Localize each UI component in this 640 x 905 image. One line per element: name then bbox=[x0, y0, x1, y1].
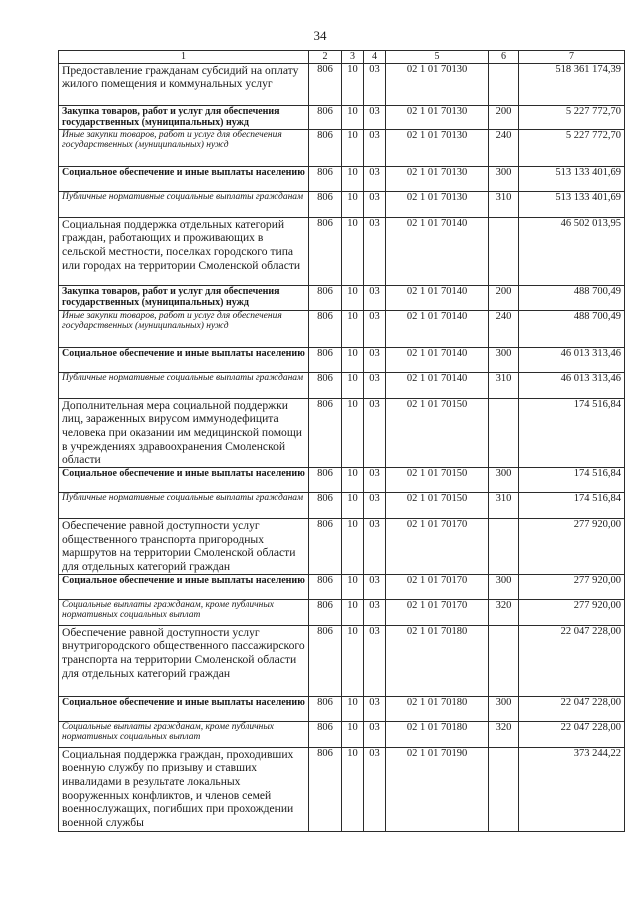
row-section-cell: 10 bbox=[342, 467, 364, 492]
row-target-article-cell: 02 1 01 70130 bbox=[386, 166, 489, 191]
row-code-cell: 806 bbox=[309, 518, 342, 574]
row-section-cell: 10 bbox=[342, 625, 364, 696]
row-section-cell: 10 bbox=[342, 518, 364, 574]
row-target-article-cell: 02 1 01 70140 bbox=[386, 372, 489, 398]
row-name-cell: Публичные нормативные социальные выплаты гражданам bbox=[59, 372, 309, 398]
table-row bbox=[59, 696, 625, 721]
row-expense-type-cell bbox=[489, 625, 519, 696]
table-row bbox=[59, 467, 625, 492]
row-target-article-cell: 02 1 01 70140 bbox=[386, 217, 489, 285]
row-expense-type-cell: 240 bbox=[489, 310, 519, 347]
row-subsection-cell: 03 bbox=[364, 347, 386, 372]
row-target-article-cell: 02 1 01 70170 bbox=[386, 599, 489, 625]
row-target-article-cell: 02 1 01 70170 bbox=[386, 574, 489, 599]
row-target-article-cell: 02 1 01 70140 bbox=[386, 285, 489, 310]
row-expense-type-cell: 320 bbox=[489, 721, 519, 747]
row-target-article-cell: 02 1 01 70190 bbox=[386, 747, 489, 831]
row-code-cell: 806 bbox=[309, 574, 342, 599]
row-subsection-cell: 03 bbox=[364, 372, 386, 398]
row-section-cell: 10 bbox=[342, 310, 364, 347]
row-code-cell: 806 bbox=[309, 467, 342, 492]
row-expense-type-cell: 310 bbox=[489, 191, 519, 217]
row-name-cell: Обеспечение равной доступности услуг общественного транспорта пригородных маршрутов на территории Смоленской области для отдельных категорий граждан bbox=[59, 518, 309, 574]
table-row bbox=[59, 217, 625, 285]
table-row bbox=[59, 574, 625, 599]
table-row bbox=[59, 129, 625, 166]
row-code-cell: 806 bbox=[309, 625, 342, 696]
row-code-cell: 806 bbox=[309, 398, 342, 467]
row-name-cell: Социальное обеспечение и иные выплаты населению bbox=[59, 347, 309, 372]
row-code-cell: 806 bbox=[309, 599, 342, 625]
table-row bbox=[59, 599, 625, 625]
row-target-article-cell: 02 1 01 70150 bbox=[386, 492, 489, 518]
row-subsection-cell: 03 bbox=[364, 696, 386, 721]
row-expense-type-cell bbox=[489, 747, 519, 831]
row-name-cell: Социальная поддержка отдельных категорий граждан, работающих и проживающих в сельской местности, поселках городского типа или городах на территории Смоленской области bbox=[59, 217, 309, 285]
row-code-cell: 806 bbox=[309, 721, 342, 747]
row-target-article-cell: 02 1 01 70170 bbox=[386, 518, 489, 574]
row-subsection-cell: 03 bbox=[364, 492, 386, 518]
row-section-cell: 10 bbox=[342, 721, 364, 747]
row-section-cell: 10 bbox=[342, 63, 364, 105]
row-target-article-cell: 02 1 01 70130 bbox=[386, 129, 489, 166]
row-name-cell: Дополнительная мера социальной поддержки лиц, зараженных вирусом иммунодефицита человека при оказании им медицинской помощи в учреждениях здравоохранения Смоленской области bbox=[59, 398, 309, 467]
page-number: 34 bbox=[313, 28, 327, 43]
row-section-cell: 10 bbox=[342, 347, 364, 372]
row-subsection-cell: 03 bbox=[364, 217, 386, 285]
row-subsection-cell: 03 bbox=[364, 105, 386, 129]
row-section-cell: 10 bbox=[342, 599, 364, 625]
table-row bbox=[59, 166, 625, 191]
row-subsection-cell: 03 bbox=[364, 599, 386, 625]
row-expense-type-cell: 240 bbox=[489, 129, 519, 166]
row-section-cell: 10 bbox=[342, 285, 364, 310]
row-section-cell: 10 bbox=[342, 191, 364, 217]
row-name-cell: Социальное обеспечение и иные выплаты населению bbox=[59, 696, 309, 721]
table-row bbox=[59, 105, 625, 129]
row-section-cell: 10 bbox=[342, 492, 364, 518]
row-subsection-cell: 03 bbox=[364, 574, 386, 599]
row-amount-cell: 277 920,00 bbox=[519, 574, 625, 599]
row-subsection-cell: 03 bbox=[364, 398, 386, 467]
row-section-cell: 10 bbox=[342, 217, 364, 285]
row-name-cell: Социальные выплаты гражданам, кроме публичных нормативных социальных выплат bbox=[59, 599, 309, 625]
row-target-article-cell: 02 1 01 70130 bbox=[386, 191, 489, 217]
row-code-cell: 806 bbox=[309, 492, 342, 518]
row-expense-type-cell: 310 bbox=[489, 492, 519, 518]
row-subsection-cell: 03 bbox=[364, 166, 386, 191]
row-amount-cell: 513 133 401,69 bbox=[519, 166, 625, 191]
column-header-section: 3 bbox=[342, 51, 364, 64]
column-header-amount: 7 bbox=[519, 51, 625, 64]
column-header-code: 2 bbox=[309, 51, 342, 64]
row-code-cell: 806 bbox=[309, 347, 342, 372]
row-target-article-cell: 02 1 01 70180 bbox=[386, 721, 489, 747]
row-code-cell: 806 bbox=[309, 696, 342, 721]
table-row bbox=[59, 518, 625, 574]
row-target-article-cell: 02 1 01 70150 bbox=[386, 467, 489, 492]
row-subsection-cell: 03 bbox=[364, 191, 386, 217]
table-row bbox=[59, 285, 625, 310]
row-expense-type-cell: 320 bbox=[489, 599, 519, 625]
row-section-cell: 10 bbox=[342, 696, 364, 721]
row-amount-cell: 46 502 013,95 bbox=[519, 217, 625, 285]
row-name-cell: Социальная поддержка граждан, проходивших военную службу по призыву и ставших инвалидами в результате локальных вооруженных конфликтов, и членов семей военнослужащих, погибших при прохождении военной службы bbox=[59, 747, 309, 831]
row-subsection-cell: 03 bbox=[364, 310, 386, 347]
column-header-subsection: 4 bbox=[364, 51, 386, 64]
row-expense-type-cell: 300 bbox=[489, 467, 519, 492]
table-row bbox=[59, 492, 625, 518]
row-amount-cell: 5 227 772,70 bbox=[519, 105, 625, 129]
row-expense-type-cell: 300 bbox=[489, 574, 519, 599]
column-header-expense-type: 6 bbox=[489, 51, 519, 64]
row-subsection-cell: 03 bbox=[364, 518, 386, 574]
row-amount-cell: 277 920,00 bbox=[519, 599, 625, 625]
row-expense-type-cell bbox=[489, 518, 519, 574]
row-amount-cell: 22 047 228,00 bbox=[519, 721, 625, 747]
row-amount-cell: 174 516,84 bbox=[519, 398, 625, 467]
row-amount-cell: 46 013 313,46 bbox=[519, 372, 625, 398]
row-name-cell: Социальное обеспечение и иные выплаты населению bbox=[59, 166, 309, 191]
table-row bbox=[59, 372, 625, 398]
row-name-cell: Социальное обеспечение и иные выплаты населению bbox=[59, 467, 309, 492]
row-section-cell: 10 bbox=[342, 372, 364, 398]
row-name-cell: Социальное обеспечение и иные выплаты населению bbox=[59, 574, 309, 599]
row-amount-cell: 373 244,22 bbox=[519, 747, 625, 831]
row-subsection-cell: 03 bbox=[364, 467, 386, 492]
row-target-article-cell: 02 1 01 70130 bbox=[386, 105, 489, 129]
table-body bbox=[59, 63, 625, 831]
row-target-article-cell: 02 1 01 70180 bbox=[386, 696, 489, 721]
row-expense-type-cell bbox=[489, 398, 519, 467]
row-amount-cell: 174 516,84 bbox=[519, 492, 625, 518]
row-expense-type-cell bbox=[489, 63, 519, 105]
row-code-cell: 806 bbox=[309, 63, 342, 105]
row-name-cell: Социальные выплаты гражданам, кроме публичных нормативных социальных выплат bbox=[59, 721, 309, 747]
row-section-cell: 10 bbox=[342, 105, 364, 129]
row-name-cell: Закупка товаров, работ и услуг для обеспечения государственных (муниципальных) нужд bbox=[59, 105, 309, 129]
row-code-cell: 806 bbox=[309, 105, 342, 129]
row-target-article-cell: 02 1 01 70140 bbox=[386, 347, 489, 372]
row-amount-cell: 513 133 401,69 bbox=[519, 191, 625, 217]
row-code-cell: 806 bbox=[309, 217, 342, 285]
row-expense-type-cell: 200 bbox=[489, 285, 519, 310]
table-row bbox=[59, 191, 625, 217]
row-amount-cell: 488 700,49 bbox=[519, 310, 625, 347]
row-subsection-cell: 03 bbox=[364, 285, 386, 310]
row-amount-cell: 518 361 174,39 bbox=[519, 63, 625, 105]
row-amount-cell: 174 516,84 bbox=[519, 467, 625, 492]
row-code-cell: 806 bbox=[309, 747, 342, 831]
row-name-cell: Закупка товаров, работ и услуг для обеспечения государственных (муниципальных) нужд bbox=[59, 285, 309, 310]
column-header-target-article: 5 bbox=[386, 51, 489, 64]
table-row bbox=[59, 625, 625, 696]
row-subsection-cell: 03 bbox=[364, 129, 386, 166]
table-row bbox=[59, 347, 625, 372]
row-expense-type-cell: 310 bbox=[489, 372, 519, 398]
row-amount-cell: 22 047 228,00 bbox=[519, 625, 625, 696]
row-code-cell: 806 bbox=[309, 191, 342, 217]
row-section-cell: 10 bbox=[342, 574, 364, 599]
row-name-cell: Обеспечение равной доступности услуг внутригородского общественного пассажирского транспорта на территории Смоленской области для отдельных категорий граждан bbox=[59, 625, 309, 696]
row-amount-cell: 277 920,00 bbox=[519, 518, 625, 574]
row-section-cell: 10 bbox=[342, 398, 364, 467]
row-section-cell: 10 bbox=[342, 129, 364, 166]
row-code-cell: 806 bbox=[309, 285, 342, 310]
table-row bbox=[59, 721, 625, 747]
table-row bbox=[59, 310, 625, 347]
row-target-article-cell: 02 1 01 70130 bbox=[386, 63, 489, 105]
row-name-cell: Иные закупки товаров, работ и услуг для обеспечения государственных (муниципальных) нужд bbox=[59, 129, 309, 166]
row-name-cell: Публичные нормативные социальные выплаты гражданам bbox=[59, 492, 309, 518]
table-row bbox=[59, 398, 625, 467]
row-name-cell: Публичные нормативные социальные выплаты гражданам bbox=[59, 191, 309, 217]
row-code-cell: 806 bbox=[309, 372, 342, 398]
row-subsection-cell: 03 bbox=[364, 63, 386, 105]
row-section-cell: 10 bbox=[342, 747, 364, 831]
row-section-cell: 10 bbox=[342, 166, 364, 191]
row-name-cell: Предоставление гражданам субсидий на оплату жилого помещения и коммунальных услуг bbox=[59, 63, 309, 105]
row-code-cell: 806 bbox=[309, 129, 342, 166]
row-subsection-cell: 03 bbox=[364, 747, 386, 831]
budget-table bbox=[58, 50, 625, 832]
row-expense-type-cell: 300 bbox=[489, 166, 519, 191]
row-expense-type-cell bbox=[489, 217, 519, 285]
table-header-row bbox=[59, 51, 625, 64]
row-code-cell: 806 bbox=[309, 166, 342, 191]
row-amount-cell: 46 013 313,46 bbox=[519, 347, 625, 372]
row-target-article-cell: 02 1 01 70180 bbox=[386, 625, 489, 696]
row-expense-type-cell: 200 bbox=[489, 105, 519, 129]
row-name-cell: Иные закупки товаров, работ и услуг для обеспечения государственных (муниципальных) нужд bbox=[59, 310, 309, 347]
row-code-cell: 806 bbox=[309, 310, 342, 347]
row-expense-type-cell: 300 bbox=[489, 696, 519, 721]
column-header-name: 1 bbox=[59, 51, 309, 64]
row-amount-cell: 488 700,49 bbox=[519, 285, 625, 310]
row-amount-cell: 5 227 772,70 bbox=[519, 129, 625, 166]
row-amount-cell: 22 047 228,00 bbox=[519, 696, 625, 721]
table-row bbox=[59, 747, 625, 831]
row-target-article-cell: 02 1 01 70150 bbox=[386, 398, 489, 467]
row-subsection-cell: 03 bbox=[364, 625, 386, 696]
row-subsection-cell: 03 bbox=[364, 721, 386, 747]
table-row bbox=[59, 63, 625, 105]
row-target-article-cell: 02 1 01 70140 bbox=[386, 310, 489, 347]
row-expense-type-cell: 300 bbox=[489, 347, 519, 372]
